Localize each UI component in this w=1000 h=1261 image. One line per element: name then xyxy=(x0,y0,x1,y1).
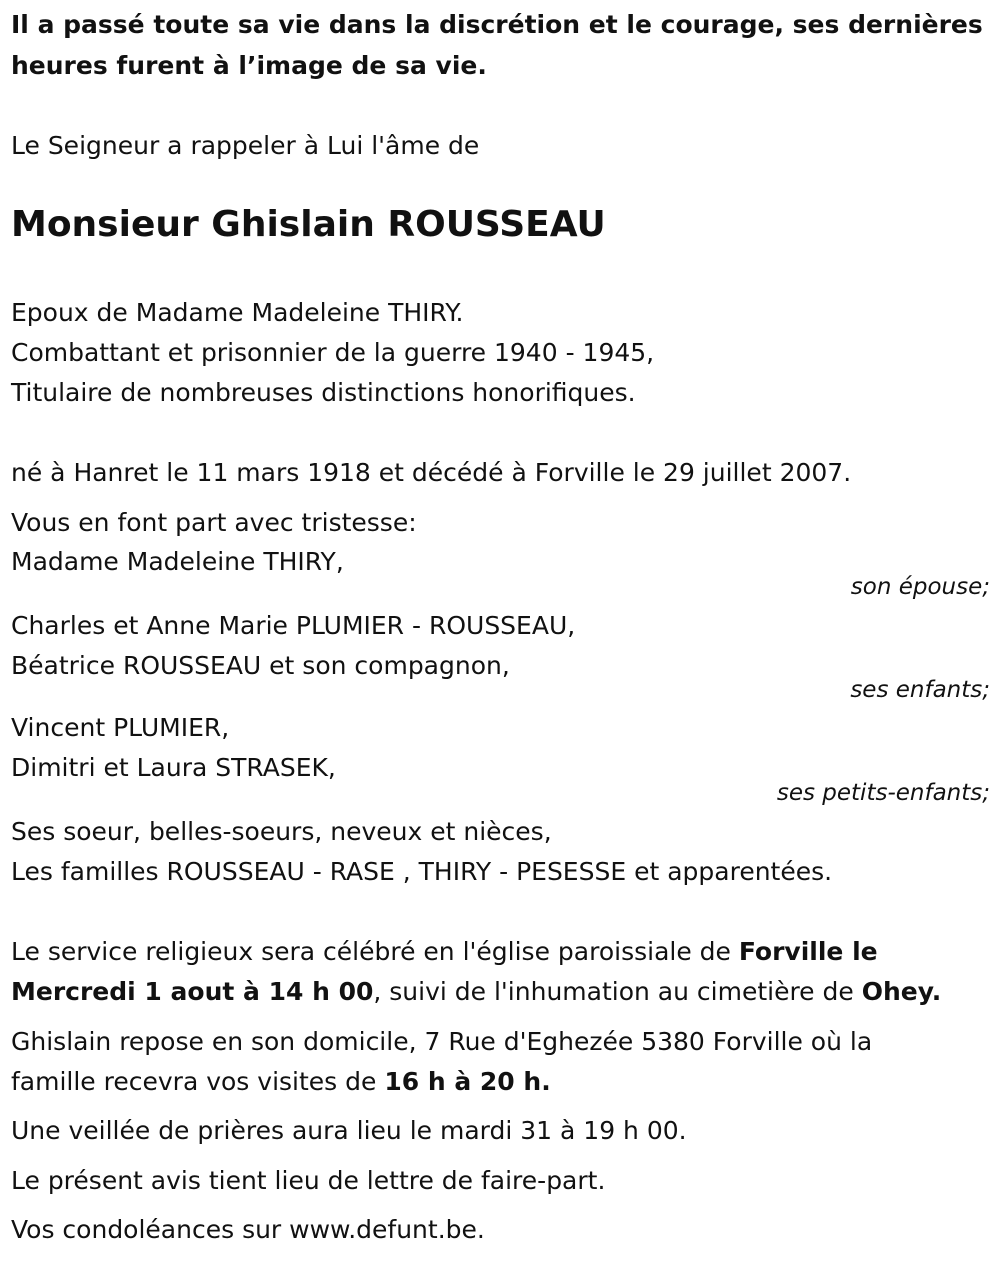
grandchildren-role: ses petits-enfants; xyxy=(776,780,990,806)
child-name: Béatrice ROUSSEAU et son compagnon, xyxy=(11,651,510,680)
child-name: Charles et Anne Marie PLUMIER - ROUSSEAU, xyxy=(11,611,576,640)
rest-line-1: Ghislain repose en son domicile, 7 Rue d'Eghezée 5380 Forville où la xyxy=(11,1027,873,1056)
service-location: Forville le xyxy=(738,937,878,966)
spouse-name: Madame Madeleine THIRY, xyxy=(11,547,344,576)
service-line-2 xyxy=(11,977,941,1007)
service-text: Le service religieux sera célébré en l'église paroissiale de xyxy=(11,937,739,966)
children-role: ses enfants; xyxy=(850,677,990,703)
notice: Le présent avis tient lieu de lettre de faire-part. xyxy=(11,1166,606,1195)
other-family: Ses soeur, belles-soeurs, neveux et nièces, xyxy=(11,817,552,846)
visiting-hours: 16 h à 20 h. xyxy=(384,1067,551,1096)
service-text: , suivi de l'inhumation au cimetière de xyxy=(373,977,862,1006)
share-intro: Vous en font part avec tristesse: xyxy=(11,508,417,537)
detail-distinctions: Titulaire de nombreuses distinctions honorifiques. xyxy=(11,378,636,407)
condolences: Vos condoléances sur www.defunt.be. xyxy=(11,1215,485,1244)
announcement: Le Seigneur a rappeler à Lui l'âme de xyxy=(11,131,480,160)
grandchild-name: Vincent PLUMIER, xyxy=(11,713,230,742)
intro-line-2: heures furent à l’image de sa vie. xyxy=(11,51,487,80)
rest-text: famille recevra vos visites de xyxy=(11,1067,385,1096)
other-family: Les familles ROUSSEAU - RASE , THIRY - PESESSE et apparentées. xyxy=(11,857,833,886)
grandchild-name: Dimitri et Laura STRASEK, xyxy=(11,753,336,782)
detail-spouse: Epoux de Madame Madeleine THIRY. xyxy=(11,298,464,327)
vigil: Une veillée de prières aura lieu le mardi 31 à 19 h 00. xyxy=(11,1116,687,1145)
detail-veteran: Combattant et prisonnier de la guerre 1940 - 1945, xyxy=(11,338,655,367)
birth-death: né à Hanret le 11 mars 1918 et décédé à Forville le 29 juillet 2007. xyxy=(11,458,852,487)
rest-line-2 xyxy=(11,1067,551,1097)
deceased-name: Monsieur Ghislain ROUSSEAU xyxy=(11,204,606,245)
service-date: Mercredi 1 aout à 14 h 00 xyxy=(11,977,374,1006)
cemetery-name: Ohey. xyxy=(861,977,942,1006)
spouse-role: son épouse; xyxy=(850,574,990,600)
service-line-1 xyxy=(11,937,878,967)
intro-line-1: Il a passé toute sa vie dans la discrétion et le courage, ses dernières xyxy=(11,10,983,39)
